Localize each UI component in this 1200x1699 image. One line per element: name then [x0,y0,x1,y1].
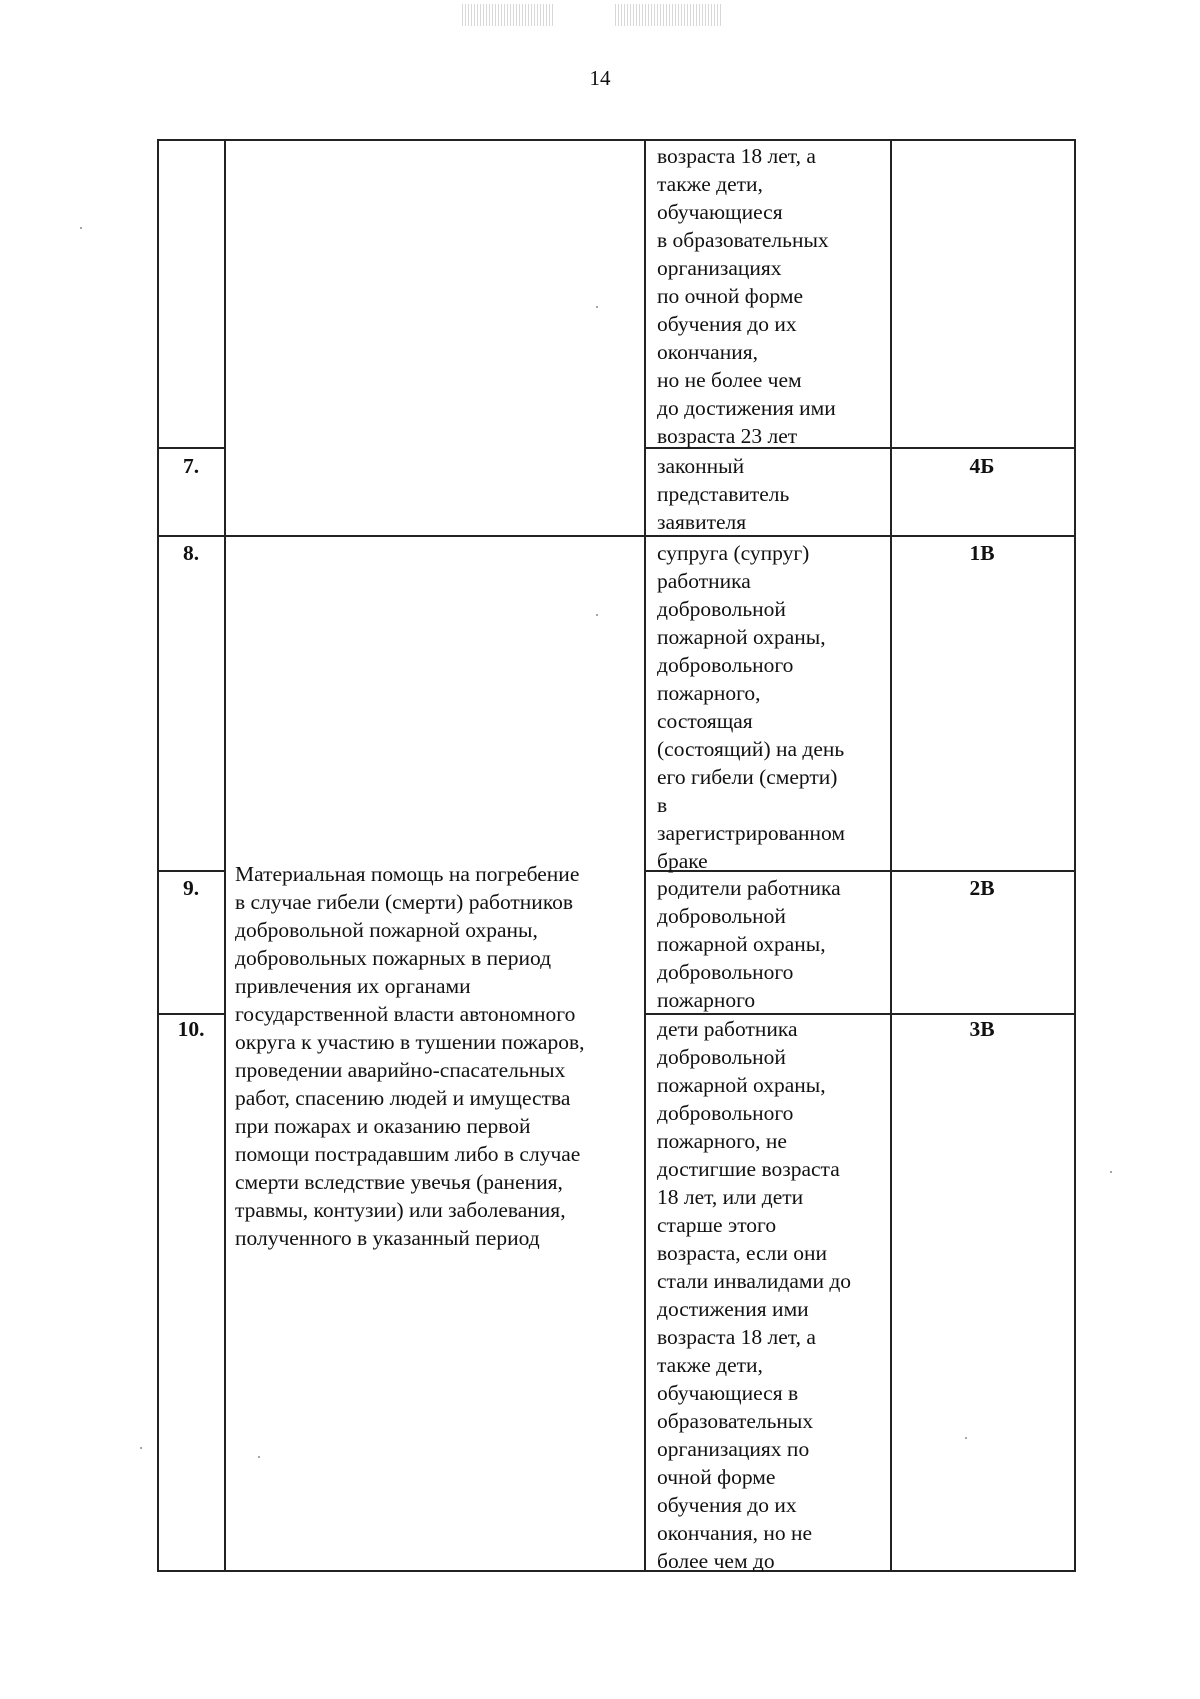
recipient-line: окончания, но не [657,1521,813,1545]
scan-speck [965,1437,967,1439]
benefit-line: добровольной пожарной охраны, [235,918,538,942]
table-border-right [1074,139,1076,1572]
recipient-line: добровольной [657,1045,786,1069]
recipient-line: старше этого [657,1213,777,1237]
benefit-line: помощи пострадавшим либо в случае [235,1142,581,1166]
recipient-line: возраста, если они [657,1241,828,1265]
recipient-line: по очной форме [657,284,804,308]
recipient-line: обучающиеся [657,200,783,224]
recipient-line: работника [657,569,751,593]
row-number: 8. [182,541,200,565]
row-separator-8 [157,535,1076,537]
recipient-line: обучения до их [657,1493,797,1517]
recipient-cell [657,142,887,450]
recipient-line: заявителя [657,510,747,534]
recipient-line: окончания, [657,340,758,364]
benefit-line: работ, спасению людей и имущества [235,1086,571,1110]
scan-noise-right [615,4,723,26]
recipient-line: организациях по [657,1437,810,1461]
recipient-line: до достижения ими [657,396,836,420]
recipient-line: (состоящий) на день [657,737,845,761]
recipient-line: но не более чем [657,368,802,392]
recipient-line: обучения до их [657,312,797,336]
benefit-line: смерти вследствие увечья (ранения, [235,1170,563,1194]
row-number: 10. [177,1017,205,1041]
recipient-line: пожарной охраны, [657,625,826,649]
recipient-line: супруга (супруг) [657,541,810,565]
category-code: 1В [969,541,995,565]
scan-speck [596,614,598,616]
recipient-line: браке [657,849,708,873]
row-number: 7. [182,454,200,478]
recipient-line: возраста 23 лет [657,424,798,448]
table-divider-benefit [644,139,646,1572]
benefit-line: добровольных пожарных в период [235,946,552,970]
recipient-cell [657,539,887,875]
scan-speck [1110,1171,1112,1173]
table-border-top [157,139,1076,141]
recipient-line: достигшие возраста [657,1157,840,1181]
table-border-left [157,139,159,1572]
recipient-line: дети работника [657,1017,798,1041]
page-number: 14 [589,66,611,90]
recipient-line: более чем до [657,1549,775,1573]
recipient-line: пожарного, не [657,1129,787,1153]
scan-speck [80,227,82,229]
recipient-line: пожарной охраны, [657,1073,826,1097]
recipient-line: зарегистрированном [657,821,845,845]
scan-speck [596,306,598,308]
recipient-line: возраста 18 лет, а [657,1325,816,1349]
category-code: 2В [969,876,995,900]
scan-noise-left [462,4,554,26]
recipient-line: организациях [657,256,782,280]
recipient-line: добровольного [657,960,794,984]
recipient-line: его гибели (смерти) [657,765,838,789]
benefit-line: в случае гибели (смерти) работников [235,890,574,914]
recipient-line: образовательных [657,1409,814,1433]
recipient-line: возраста 18 лет, а [657,144,816,168]
scan-speck [140,1447,142,1449]
recipient-cell [657,874,887,1014]
table-border-bottom [157,1570,1076,1572]
recipient-line: добровольной [657,904,786,928]
recipient-line: пожарного [657,988,756,1012]
table-divider-number [224,139,226,1572]
recipient-line: добровольной [657,597,786,621]
benefit-line: Материальная помощь на погребение [235,862,580,886]
recipient-line: добровольного [657,1101,794,1125]
scan-speck [258,1456,260,1458]
recipient-line: представитель [657,482,790,506]
recipient-line: в образовательных [657,228,829,252]
benefits-table [157,139,1076,1572]
category-code: 3В [969,1017,995,1041]
recipient-line: также дети, [657,172,763,196]
benefit-line: проведении аварийно-спасательных [235,1058,566,1082]
recipient-line: стали инвалидами до [657,1269,852,1293]
recipient-line: 18 лет, или дети [657,1185,804,1209]
benefit-line: привлечения их органами [235,974,471,998]
category-code: 4Б [969,454,995,478]
recipient-cell [657,452,887,536]
recipient-line: обучающиеся в [657,1381,799,1405]
row-separator-7 [157,447,225,449]
benefit-line: полученного в указанный период [235,1226,540,1250]
benefit-description [235,860,640,1252]
benefit-line: округа к участию в тушении пожаров, [235,1030,585,1054]
recipient-line: пожарного, [657,681,761,705]
recipient-line: родители работника [657,876,841,900]
table-divider-recipient [890,139,892,1572]
recipient-line: очной форме [657,1465,776,1489]
recipient-line: законный [657,454,745,478]
recipient-line: в [657,793,668,817]
row-number: 9. [182,876,200,900]
recipient-line: состоящая [657,709,753,733]
benefit-line: травмы, контузии) или заболевания, [235,1198,566,1222]
recipient-line: пожарной охраны, [657,932,826,956]
row-separator-9 [157,870,225,872]
recipient-cell [657,1015,887,1575]
recipient-line: достижения ими [657,1297,809,1321]
recipient-line: также дети, [657,1353,763,1377]
benefit-line: государственной власти автономного [235,1002,576,1026]
recipient-line: добровольного [657,653,794,677]
benefit-line: при пожарах и оказанию первой [235,1114,531,1138]
